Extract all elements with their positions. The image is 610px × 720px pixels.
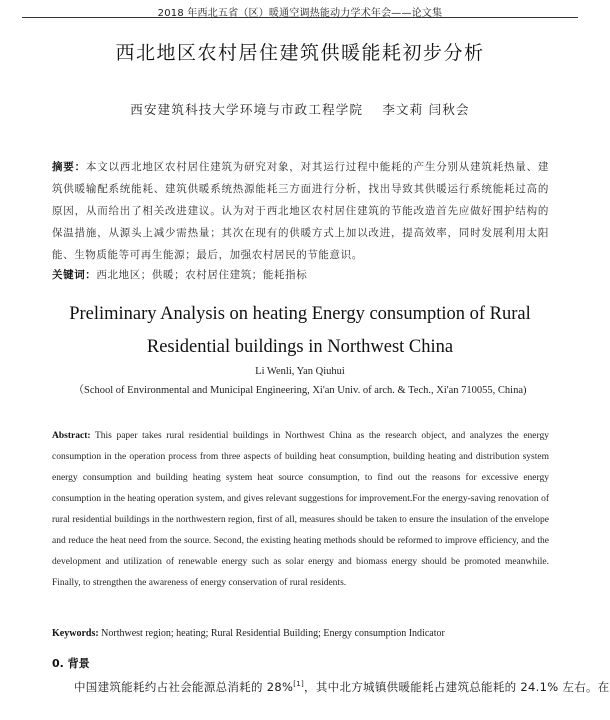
header-rule [22,17,578,18]
body-text-rest: ，其中北方城镇供暖能耗占建筑总能耗的 24.1% 左右。在 [304,680,610,694]
affiliation-cn: 西安建筑科技大学环境与市政工程学院 [130,102,364,117]
authors-cn: 李文莉 闫秋会 [382,102,470,117]
body-paragraph [52,679,610,695]
keywords-cn [52,267,549,283]
body-text-start: 中国建筑能耗约占社会能源总消耗的 28% [74,680,294,694]
authors-en: Li Wenli, Yan Qiuhui [255,366,345,377]
affiliation-en: （School of Environmental and Municipal Engineering, Xi'an Univ. of arch. & Tech., Xi'an 710055, China) [73,385,527,396]
abstract-cn [52,156,549,266]
paper-title-cn: 西北地区农村居住建筑供暖能耗初步分析 [115,42,485,64]
paper-title-en: Preliminary Analysis on heating Energy consumption of Rural Residential buildings in Northwest China [69,304,531,357]
keywords-en [52,628,549,639]
abstract-en [52,426,549,594]
keywords-en-text: Northwest region; heating; Rural Residential Building; Energy consumption Indicator [101,628,445,639]
abstract-cn-label: 摘要： [52,161,86,173]
abstract-cn-text: 本文以西北地区农村居住建筑为研究对象，对其运行过程中能耗的产生分别从建筑耗热量、建筑供暖输配系统能耗、建筑供暖系统热源能耗三方面进行分析，找出导致其供暖运行系统能耗过高的原因，从而给出了相关改进建议。认为对于西北地区农村居住建筑的节能改造首先应做好围护结构的保温措施，从源头上减少需热量；其次在现有的供暖方式上加以改进，提高效率，同时发展利用太阳能、生物质能等可再生能源；最后，加强农村居民的节能意识。 [52,161,549,261]
author-affiliation-cn [0,100,600,118]
section-heading-background: 0. 背景 [52,657,90,670]
abstract-en-text: This paper takes rural residential buildings in Northwest China as the research object, and analyzes the energy consumption in the operation process from three aspects of building heat consumption, building heating and distribution system energy consumption and building heating system heat source consumption, to find out the reasons for excessive energy consumption in the heating operation system, and gives relevant suggestions for improvement.For the energy-saving renovation of rural residential buildings in the northwestern region, first of all, measures should be taken to ensure the insulation of the envelope and reduce the heat need from the source. Second, the existing heating methods should be reformed to improve efficiency, and the development and utilization of renewable energy such as solar energy and biomass energy should be promoted meanwhile. Finally, to strengthen the awareness of energy conservation of rural residents. [52,431,549,588]
abstract-en-label: Abstract: [52,431,91,441]
running-header: 2018 年西北五省（区）暖通空调热能动力学术年会——论文集 [157,8,443,19]
keywords-cn-text: 西北地区；供暖；农村居住建筑；能耗指标 [96,269,308,281]
keywords-cn-label: 关键词： [52,269,97,281]
keywords-en-label: Keywords: [52,628,99,639]
citation-ref[interactable]: [1] [293,680,305,689]
